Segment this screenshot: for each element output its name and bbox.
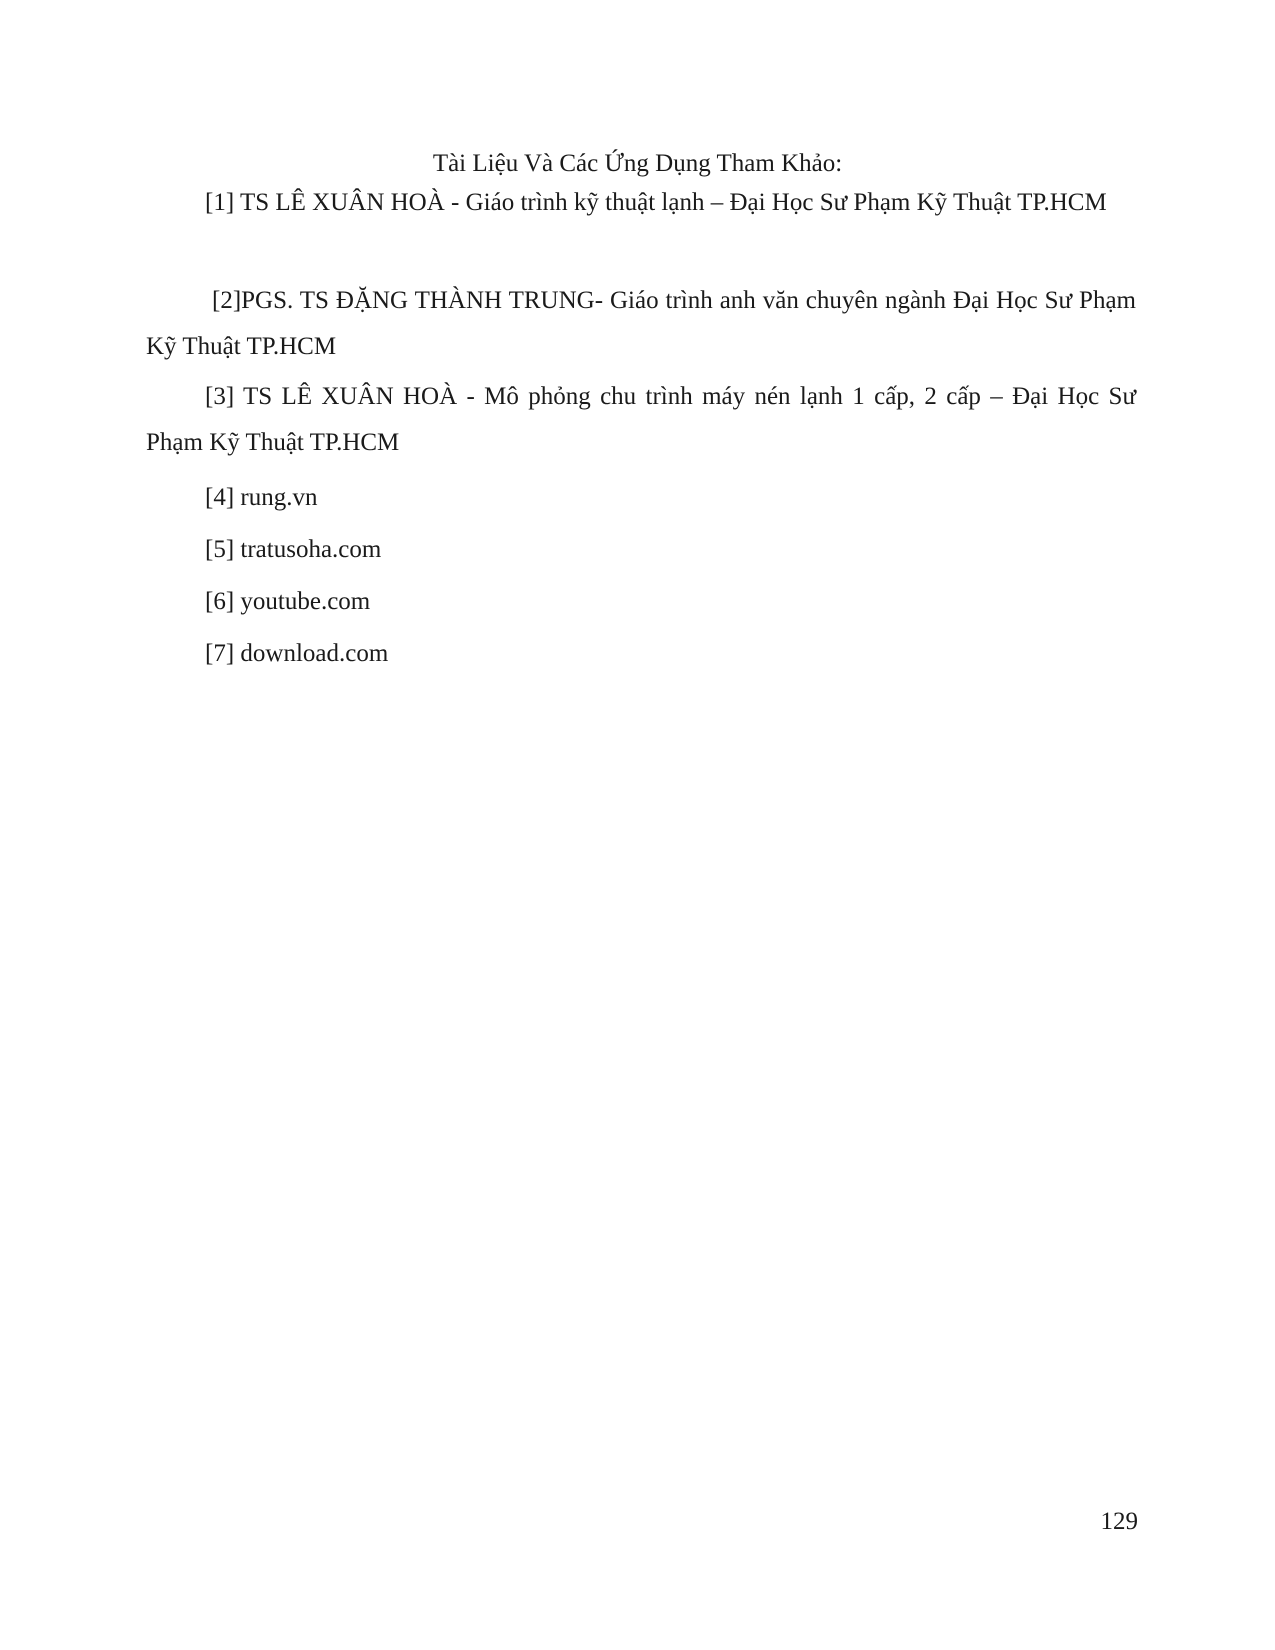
page-number: 129 <box>1100 1508 1138 1535</box>
reference-item-6: [6] youtube.com <box>205 588 371 615</box>
reference-item-3: [3] TS LÊ XUÂN HOÀ - Mô phỏng chu trình máy nén lạnh 1 cấp, 2 cấp – Đại Học Sư Phạm Kỹ Thuật TP.HCM <box>146 383 1136 456</box>
references-title: Tài Liệu Và Các Ứng Dụng Tham Khảo: <box>432 150 843 177</box>
reference-item-7: [7] download.com <box>205 640 389 667</box>
reference-item-5: [5] tratusoha.com <box>205 536 382 563</box>
reference-item-4: [4] rung.vn <box>205 484 318 511</box>
reference-item-1: [1] TS LÊ XUÂN HOÀ - Giáo trình kỹ thuật lạnh – Đại Học Sư Phạm Kỹ Thuật TP.HCM <box>205 189 1107 216</box>
reference-item-2: [2]PGS. TS ĐẶNG THÀNH TRUNG- Giáo trình anh văn chuyên ngành Đại Học Sư Phạm Kỹ Thuật TP.HCM <box>146 287 1136 360</box>
